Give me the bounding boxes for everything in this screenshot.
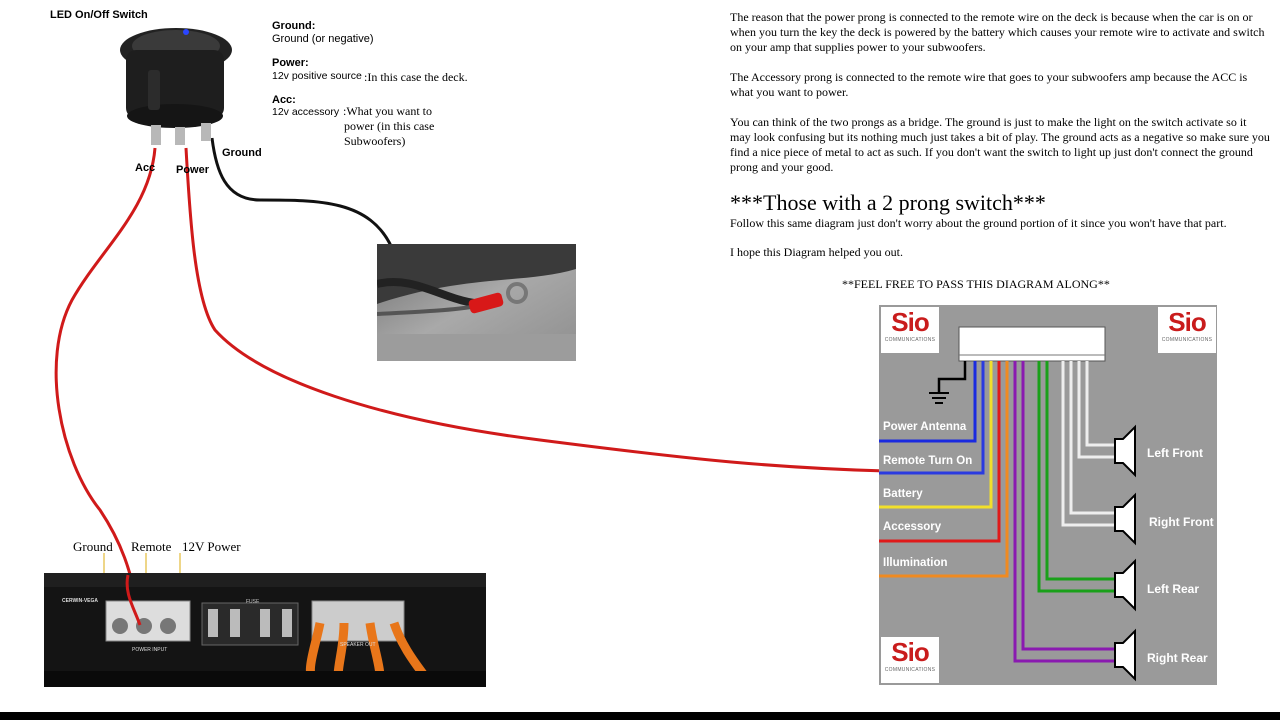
legend-acc-note-1: :What you want to: [343, 104, 432, 118]
harness-illumination: Illumination: [883, 557, 948, 569]
sio-logo-bottom-left: Sio COMMUNICATIONS: [881, 637, 939, 683]
legend-power-note: :In this case the deck.: [364, 70, 468, 84]
amp-12v-power-label: 12V Power: [182, 539, 241, 554]
harness-remote-turn-on: Remote Turn On: [883, 455, 973, 467]
legend-acc-head: Acc:: [272, 94, 296, 106]
legend-power-text: 12v positive source: [272, 70, 362, 82]
sio-logo-top-right: Sio COMMUNICATIONS: [1158, 307, 1216, 353]
explanation-text: [730, 10, 1270, 260]
paragraph-hope: I hope this Diagram helped you out.: [730, 245, 903, 259]
amp-brand: CERWIN-VEGA: [62, 598, 99, 604]
legend-acc-note-2: power (in this case: [344, 119, 435, 133]
speaker-left-front: Left Front: [1147, 446, 1203, 460]
legend-acc-text: 12v accessory: [272, 106, 340, 118]
harness-wiring: [879, 305, 1217, 685]
amp-ground-label: Ground: [73, 539, 113, 554]
amp-speaker-out-label: SPEAKER OUT: [340, 642, 376, 648]
legend-ground-text: Ground (or negative): [272, 33, 374, 45]
ground-chassis-photo: [377, 244, 576, 361]
rocker-switch-image: [118, 20, 238, 145]
amp-fuse-label: FUSE: [246, 599, 260, 605]
harness-accessory: Accessory: [883, 521, 942, 533]
amplifier-photo: [44, 553, 486, 687]
harness-power-antenna: Power Antenna: [883, 421, 967, 433]
prong-power-label: Power: [176, 164, 210, 176]
prong-acc-label: Acc: [135, 162, 156, 174]
speaker-right-front: Right Front: [1149, 515, 1214, 529]
legend-power-head: Power:: [272, 57, 309, 69]
harness-battery: Battery: [883, 488, 923, 500]
paragraph-power-prong: The reason that the power prong is connected to the remote wire on the deck is because when the car is on or when you turn the key the deck is powered by the battery which causes your remote wire to activate and switch on your amp that supplies power to your subwoofers.: [730, 10, 1265, 54]
paragraph-accessory-prong: The Accessory prong is connected to the remote wire that goes to your subwoofers amp because the ACC is what you want to power.: [730, 70, 1248, 99]
switch-title: LED On/Off Switch: [50, 9, 148, 21]
amp-power-input-label: POWER INPUT: [132, 647, 168, 653]
speaker-right-rear: Right Rear: [1147, 651, 1208, 665]
sio-logo-top-left: Sio COMMUNICATIONS: [881, 307, 939, 353]
prong-ground-label: Ground: [222, 147, 262, 159]
legend-ground-head: Ground:: [272, 20, 316, 32]
paragraph-bridge: You can think of the two prongs as a bridge. The ground is just to make the light on the switch activate so it may look confusing but its nothing much just takes a bit of play. The ground acts as a negative so make sure you find a nice piece of metal to act as such. If you don't want the switch to light up just don't connect the ground prong and your good.: [730, 115, 1270, 174]
amp-remote-label: Remote: [131, 539, 172, 554]
speaker-left-rear: Left Rear: [1147, 582, 1200, 596]
paragraph-two-prong: Follow this same diagram just don't worry about the ground portion of it since you won't have that part.: [730, 216, 1227, 230]
two-prong-heading: ***Those with a 2 prong switch***: [730, 190, 1046, 215]
footer-note: **FEEL FREE TO PASS THIS DIAGRAM ALONG**: [842, 277, 1110, 291]
legend-acc-note-3: Subwoofers): [344, 134, 406, 148]
